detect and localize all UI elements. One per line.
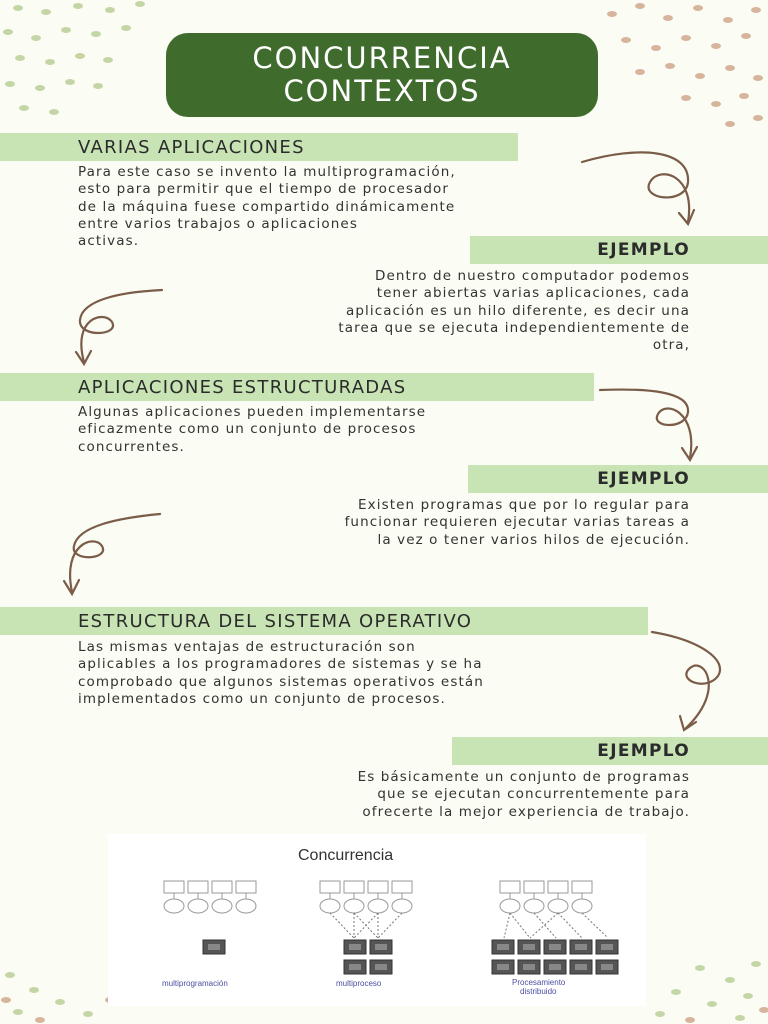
section-heading: VARIAS APLICACIONES [78, 136, 305, 158]
example-label: EJEMPLO [597, 240, 690, 260]
example-band [470, 236, 768, 264]
section-text: Algunas aplicaciones pueden implementarse eficazmente como un conjunto de procesos concurrentes. [78, 404, 427, 455]
diagram-title: Concurrencia [298, 847, 394, 864]
example-band [452, 737, 768, 765]
example-text: Existen programas que por lo regular para funcionar requieren ejecutar varias tareas a la vez o tener varios hilos de ejecución. [344, 497, 690, 548]
title-banner [166, 33, 598, 117]
diagram-label: multiprogramación [162, 979, 228, 988]
section-text: Las mismas ventajas de estructuración son aplicables a los programadores de sistemas y se ha comprobado que algunos sistemas operativos están implementados como un conjunto de procesos. [78, 639, 484, 707]
diagram-label: distribuido [520, 987, 557, 996]
title-line-2: CONTEXTOS [283, 74, 481, 108]
section-text: Para este caso se invento la multiprogramación, esto para permitir que el tiempo de procesador de la máquina fuese compartido dinámicamente entre varios trabajos o aplicaciones activas. [78, 164, 456, 250]
section-heading-band [0, 373, 594, 401]
example-text: Dentro de nuestro computador podemos tener abiertas varias aplicaciones, cada aplicación es un hilo diferente, es decir una tarea que se ejecuta independientemente de otra, [338, 268, 690, 354]
section-heading-band [0, 133, 518, 161]
example-text: Es básicamente un conjunto de programas que se ejecutan concurrentemente para ofrecerte la mejor experiencia de trabajo. [357, 769, 690, 820]
section-heading-band [0, 607, 648, 635]
multiprogramming-group [164, 881, 256, 913]
example-band [468, 465, 768, 493]
example-label: EJEMPLO [597, 741, 690, 761]
concurrency-diagram [108, 834, 646, 1006]
diagram-label: multiproceso [336, 979, 382, 988]
diagram-label: Procesamiento [512, 978, 566, 987]
distributed-group [500, 881, 608, 938]
title-line-1: CONCURRENCIA [252, 41, 512, 75]
example-label: EJEMPLO [597, 469, 690, 489]
multiprocessing-group [320, 881, 412, 938]
section-heading: ESTRUCTURA DEL SISTEMA OPERATIVO [78, 610, 473, 632]
section-heading: APLICACIONES ESTRUCTURADAS [78, 376, 407, 398]
